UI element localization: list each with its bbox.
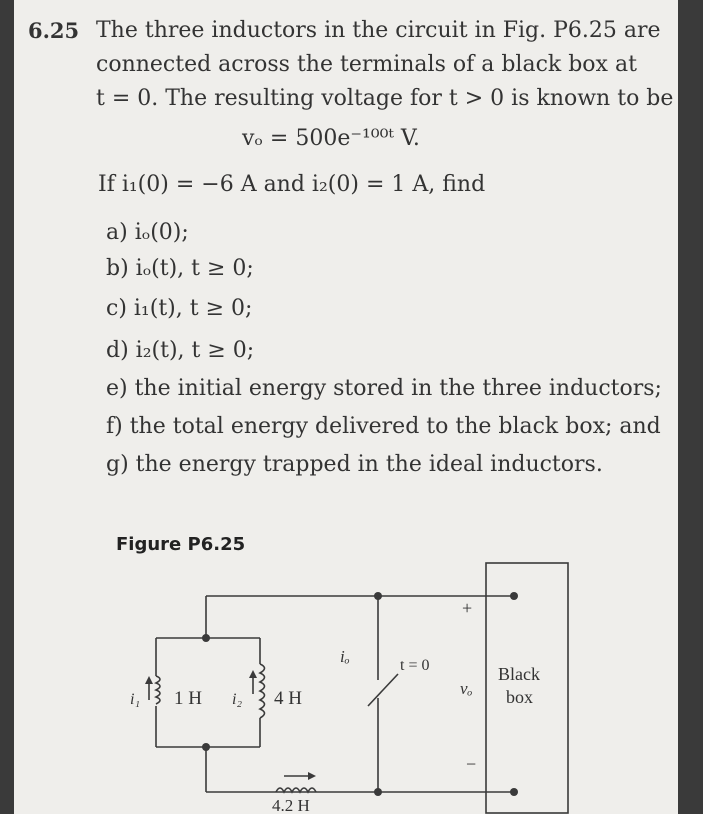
problem-number: 6.25 — [28, 18, 80, 43]
inductor-1-coil — [156, 676, 160, 704]
node-bottom-middle — [374, 788, 382, 796]
terminal-top — [510, 592, 518, 600]
statement-line-1: The three inductors in the circuit in Fig. P6.25 are — [96, 18, 661, 43]
inductor-1-value: 1 H — [174, 688, 202, 709]
voltage-equation: vₒ = 500e⁻¹⁰⁰ᵗ V. — [242, 126, 420, 151]
polarity-plus: + — [462, 598, 473, 618]
io-label: iₒ — [340, 647, 350, 666]
switch-time-label: t = 0 — [400, 657, 430, 674]
node-top-middle — [374, 592, 382, 600]
circuit-diagram — [14, 0, 678, 814]
statement-line-3: t = 0. The resulting voltage for t > 0 is known to be — [96, 86, 674, 111]
inductor-2-value: 4 H — [274, 688, 302, 709]
vo-label: vₒ — [460, 679, 473, 698]
statement-line-2: connected across the terminals of a black box at — [96, 52, 637, 77]
textbook-page — [14, 0, 678, 814]
question-f: f) the total energy delivered to the black box; and — [106, 414, 661, 439]
question-a: a) iₒ(0); — [106, 220, 189, 245]
question-e: e) the initial energy stored in the three inductors; — [106, 376, 662, 401]
switch-blade — [368, 674, 398, 706]
i2-label: i₂ — [232, 691, 243, 708]
i1-label: i₁ — [130, 691, 141, 708]
question-b: b) iₒ(t), t ≥ 0; — [106, 256, 254, 281]
question-d: d) i₂(t), t ≥ 0; — [106, 338, 255, 363]
polarity-minus: − — [466, 754, 477, 774]
inductor-3-value: 4.2 H — [272, 796, 310, 814]
black-box-label-line-1: Black — [498, 664, 540, 684]
node-bottom-left — [202, 743, 210, 751]
black-box-label-line-2: box — [506, 687, 533, 707]
figure-title: Figure P6.25 — [116, 534, 246, 555]
terminal-bottom — [510, 788, 518, 796]
question-c: c) i₁(t), t ≥ 0; — [106, 296, 253, 321]
initial-conditions: If i₁(0) = −6 A and i₂(0) = 1 A, find — [98, 172, 486, 197]
inductor-2-coil — [260, 664, 265, 718]
question-g: g) the energy trapped in the ideal inductors. — [106, 452, 603, 477]
node-top-left — [202, 634, 210, 642]
